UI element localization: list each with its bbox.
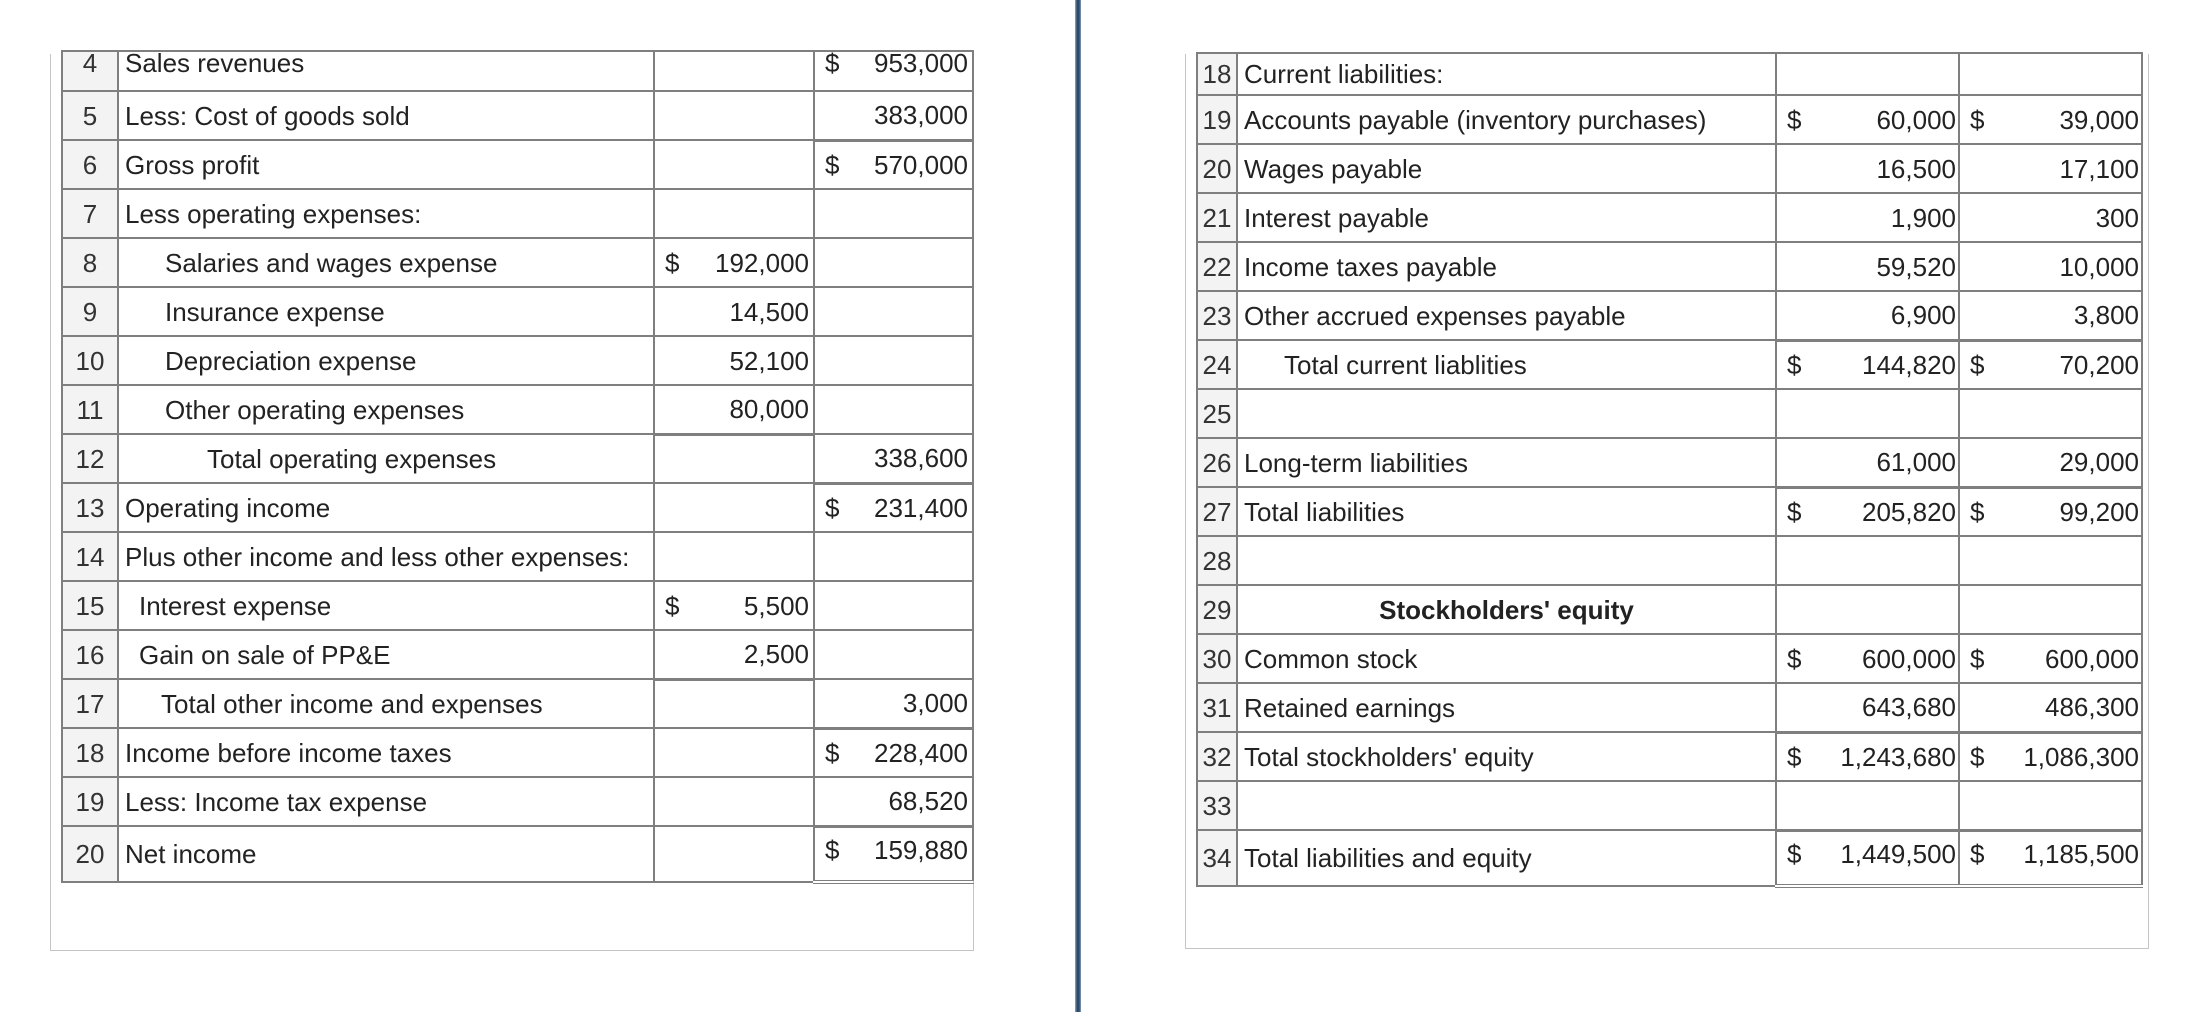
line-item-label: Other accrued expenses payable (1237, 291, 1776, 340)
detail-amount-cell (654, 826, 814, 882)
detail-amount-cell (654, 238, 814, 287)
row-number: 11 (62, 385, 118, 434)
line-item-label: Less: Income tax expense (118, 777, 654, 826)
total-amount-cell (814, 336, 973, 385)
prior-year-cell (1959, 193, 2142, 242)
amount-value: 159,880 (874, 834, 968, 865)
current-year-cell (1776, 536, 1959, 585)
line-item-label: Accounts payable (inventory purchases) (1237, 95, 1776, 144)
table-row (62, 385, 973, 434)
table-row (62, 532, 973, 581)
amount-value: 52,100 (729, 345, 809, 376)
table-row (62, 679, 973, 728)
detail-amount-cell (654, 434, 814, 483)
table-row (62, 581, 973, 630)
current-year-cell (1776, 487, 1959, 536)
table-row (62, 483, 973, 532)
total-amount-cell (814, 287, 973, 336)
currency-symbol: $ (825, 737, 840, 768)
row-number: 30 (1197, 634, 1237, 683)
currency-symbol: $ (1970, 349, 1985, 380)
row-number: 7 (62, 189, 118, 238)
line-item-label: Plus other income and less other expenses: (118, 532, 654, 581)
section-heading: Stockholders' equity (1237, 585, 1776, 634)
prior-year-cell (1959, 536, 2142, 585)
total-amount-cell (814, 826, 973, 882)
amount-value: 2,500 (743, 639, 809, 670)
row-number: 27 (1197, 487, 1237, 536)
table-row (1197, 781, 2142, 830)
row-number: 18 (62, 728, 118, 777)
amount-value: 68,520 (888, 786, 968, 817)
currency-symbol: $ (1787, 643, 1802, 674)
line-item-label: Total liabilities and equity (1237, 830, 1776, 886)
amount-value: 29,000 (2059, 447, 2139, 478)
total-amount-cell (814, 581, 973, 630)
table-row (1197, 193, 2142, 242)
line-item-label: Retained earnings (1237, 683, 1776, 732)
detail-amount-cell (654, 140, 814, 189)
amount-value: 953,000 (874, 51, 968, 78)
table-row (62, 434, 973, 483)
total-amount-cell (814, 777, 973, 826)
row-number: 32 (1197, 732, 1237, 781)
current-year-cell (1776, 830, 1959, 886)
table-row (62, 630, 973, 679)
current-year-cell (1776, 389, 1959, 438)
line-item-label: Salaries and wages expense (118, 238, 654, 287)
line-item-label: Income before income taxes (118, 728, 654, 777)
amount-value: 300 (2095, 202, 2139, 233)
row-number: 23 (1197, 291, 1237, 340)
detail-amount-cell (654, 728, 814, 777)
currency-symbol: $ (825, 149, 840, 180)
table-row (1197, 53, 2142, 95)
table-row (1197, 389, 2142, 438)
row-number: 20 (1197, 144, 1237, 193)
prior-year-cell (1959, 683, 2142, 732)
amount-value: 6,900 (1890, 300, 1956, 331)
amount-value: 16,500 (1876, 153, 1956, 184)
row-number: 33 (1197, 781, 1237, 830)
row-number: 19 (1197, 95, 1237, 144)
table-row (1197, 242, 2142, 291)
row-number: 16 (62, 630, 118, 679)
line-item-label: Less operating expenses: (118, 189, 654, 238)
detail-amount-cell (654, 532, 814, 581)
amount-value: 1,086,300 (2023, 741, 2139, 772)
amount-value: 70,200 (2059, 349, 2139, 380)
amount-value: 14,500 (729, 296, 809, 327)
panel-divider (1075, 0, 1081, 1012)
total-amount-cell (814, 483, 973, 532)
amount-value: 10,000 (2059, 251, 2139, 282)
detail-amount-cell (654, 91, 814, 140)
amount-value: 600,000 (2045, 643, 2139, 674)
row-number: 25 (1197, 389, 1237, 438)
line-item-label: Income taxes payable (1237, 242, 1776, 291)
line-item-label: Common stock (1237, 634, 1776, 683)
amount-value: 17,100 (2059, 153, 2139, 184)
amount-value: 61,000 (1876, 447, 1956, 478)
amount-value: 80,000 (729, 394, 809, 425)
current-year-cell (1776, 585, 1959, 634)
table-row (62, 826, 973, 882)
table-row (62, 238, 973, 287)
row-number: 26 (1197, 438, 1237, 487)
currency-symbol: $ (1787, 349, 1802, 380)
prior-year-cell (1959, 340, 2142, 389)
prior-year-cell (1959, 144, 2142, 193)
table-row (1197, 634, 2142, 683)
currency-symbol: $ (1787, 496, 1802, 527)
detail-amount-cell (654, 189, 814, 238)
current-year-cell (1776, 340, 1959, 389)
line-item-label: Insurance expense (118, 287, 654, 336)
total-amount-cell (814, 91, 973, 140)
row-number: 21 (1197, 193, 1237, 242)
total-amount-cell (814, 51, 973, 91)
row-number: 14 (62, 532, 118, 581)
table-row (1197, 830, 2142, 886)
currency-symbol: $ (1970, 838, 1985, 869)
total-amount-cell (814, 679, 973, 728)
amount-value: 570,000 (874, 149, 968, 180)
row-number: 12 (62, 434, 118, 483)
current-year-cell (1776, 634, 1959, 683)
prior-year-cell (1959, 585, 2142, 634)
income-statement-table (61, 50, 974, 884)
total-amount-cell (814, 238, 973, 287)
total-amount-cell (814, 140, 973, 189)
prior-year-cell (1959, 389, 2142, 438)
amount-value: 39,000 (2059, 104, 2139, 135)
table-row (62, 189, 973, 238)
line-item-label: Long-term liabilities (1237, 438, 1776, 487)
row-number: 5 (62, 91, 118, 140)
total-amount-cell (814, 189, 973, 238)
detail-amount-cell (654, 777, 814, 826)
total-amount-cell (814, 532, 973, 581)
amount-value: 60,000 (1876, 104, 1956, 135)
prior-year-cell (1959, 242, 2142, 291)
prior-year-cell (1959, 291, 2142, 340)
line-item-label (1237, 536, 1776, 585)
row-number: 28 (1197, 536, 1237, 585)
balance-sheet-panel (1185, 54, 2149, 949)
current-year-cell (1776, 291, 1959, 340)
row-number: 24 (1197, 340, 1237, 389)
amount-value: 1,185,500 (2023, 838, 2139, 869)
table-row (1197, 536, 2142, 585)
table-row (62, 140, 973, 189)
detail-amount-cell (654, 630, 814, 679)
line-item-label: Interest payable (1237, 193, 1776, 242)
amount-value: 1,243,680 (1840, 741, 1956, 772)
line-item-label: Net income (118, 826, 654, 882)
detail-amount-cell (654, 679, 814, 728)
row-number: 9 (62, 287, 118, 336)
table-row (62, 336, 973, 385)
currency-symbol: $ (665, 247, 680, 278)
amount-value: 3,800 (2073, 300, 2139, 331)
total-amount-cell (814, 728, 973, 777)
line-item-label: Total other income and expenses (118, 679, 654, 728)
line-item-label: Total operating expenses (118, 434, 654, 483)
prior-year-cell (1959, 830, 2142, 886)
amount-value: 231,400 (874, 492, 968, 523)
table-row (62, 777, 973, 826)
row-number: 18 (1197, 53, 1237, 95)
row-number: 22 (1197, 242, 1237, 291)
amount-value: 205,820 (1862, 496, 1956, 527)
current-year-cell (1776, 732, 1959, 781)
table-row (1197, 732, 2142, 781)
line-item-label: Less: Cost of goods sold (118, 91, 654, 140)
line-item-label (1237, 781, 1776, 830)
amount-value: 59,520 (1876, 251, 1956, 282)
currency-symbol: $ (825, 51, 840, 78)
amount-value: 1,900 (1890, 202, 1956, 233)
table-row (1197, 683, 2142, 732)
prior-year-cell (1959, 95, 2142, 144)
amount-value: 144,820 (1862, 349, 1956, 380)
current-year-cell (1776, 144, 1959, 193)
line-item-label: Gross profit (118, 140, 654, 189)
row-number: 34 (1197, 830, 1237, 886)
table-row (1197, 291, 2142, 340)
table-row (1197, 438, 2142, 487)
table-row (1197, 95, 2142, 144)
current-year-cell (1776, 242, 1959, 291)
row-number: 10 (62, 336, 118, 385)
detail-amount-cell (654, 51, 814, 91)
income-statement-panel (50, 51, 974, 951)
detail-amount-cell (654, 483, 814, 532)
table-row (1197, 340, 2142, 389)
amount-value: 99,200 (2059, 496, 2139, 527)
detail-amount-cell (654, 287, 814, 336)
row-number: 15 (62, 581, 118, 630)
prior-year-cell (1959, 487, 2142, 536)
table-row (62, 287, 973, 336)
total-amount-cell (814, 385, 973, 434)
amount-value: 3,000 (902, 688, 968, 719)
currency-symbol: $ (1787, 838, 1802, 869)
current-year-cell (1776, 438, 1959, 487)
table-row (62, 728, 973, 777)
line-item-label: Interest expense (118, 581, 654, 630)
current-year-cell (1776, 193, 1959, 242)
amount-value: 228,400 (874, 737, 968, 768)
line-item-label: Operating income (118, 483, 654, 532)
currency-symbol: $ (825, 492, 840, 523)
amount-value: 1,449,500 (1840, 838, 1956, 869)
currency-symbol: $ (825, 834, 840, 865)
currency-symbol: $ (665, 590, 680, 621)
line-item-label: Wages payable (1237, 144, 1776, 193)
prior-year-cell (1959, 438, 2142, 487)
amount-value: 383,000 (874, 100, 968, 131)
amount-value: 5,500 (743, 590, 809, 621)
row-number: 17 (62, 679, 118, 728)
row-number: 4 (62, 51, 118, 91)
row-number: 20 (62, 826, 118, 882)
amount-value: 192,000 (715, 247, 809, 278)
table-row (1197, 144, 2142, 193)
currency-symbol: $ (1970, 741, 1985, 772)
row-number: 31 (1197, 683, 1237, 732)
amount-value: 643,680 (1862, 692, 1956, 723)
amount-value: 600,000 (1862, 643, 1956, 674)
current-year-cell (1776, 683, 1959, 732)
line-item-label: Sales revenues (118, 51, 654, 91)
prior-year-cell (1959, 732, 2142, 781)
table-row (1197, 487, 2142, 536)
prior-year-cell (1959, 781, 2142, 830)
line-item-label: Total liabilities (1237, 487, 1776, 536)
current-year-cell (1776, 53, 1959, 95)
row-number: 8 (62, 238, 118, 287)
row-number: 13 (62, 483, 118, 532)
table-row (62, 51, 973, 91)
prior-year-cell (1959, 53, 2142, 95)
line-item-label (1237, 389, 1776, 438)
amount-value: 338,600 (874, 443, 968, 474)
line-item-label: Other operating expenses (118, 385, 654, 434)
total-amount-cell (814, 434, 973, 483)
line-item-label: Gain on sale of PP&E (118, 630, 654, 679)
detail-amount-cell (654, 581, 814, 630)
currency-symbol: $ (1787, 104, 1802, 135)
row-number: 29 (1197, 585, 1237, 634)
currency-symbol: $ (1787, 741, 1802, 772)
prior-year-cell (1959, 634, 2142, 683)
table-row (62, 91, 973, 140)
line-item-label: Total stockholders' equity (1237, 732, 1776, 781)
amount-value: 486,300 (2045, 692, 2139, 723)
line-item-label: Total current liablities (1237, 340, 1776, 389)
total-amount-cell (814, 630, 973, 679)
row-number: 6 (62, 140, 118, 189)
detail-amount-cell (654, 336, 814, 385)
table-row (1197, 585, 2142, 634)
current-year-cell (1776, 95, 1959, 144)
row-number: 19 (62, 777, 118, 826)
detail-amount-cell (654, 385, 814, 434)
balance-sheet-table (1196, 52, 2143, 888)
line-item-label: Depreciation expense (118, 336, 654, 385)
currency-symbol: $ (1970, 643, 1985, 674)
current-year-cell (1776, 781, 1959, 830)
line-item-label: Current liabilities: (1237, 53, 1776, 95)
currency-symbol: $ (1970, 496, 1985, 527)
currency-symbol: $ (1970, 104, 1985, 135)
